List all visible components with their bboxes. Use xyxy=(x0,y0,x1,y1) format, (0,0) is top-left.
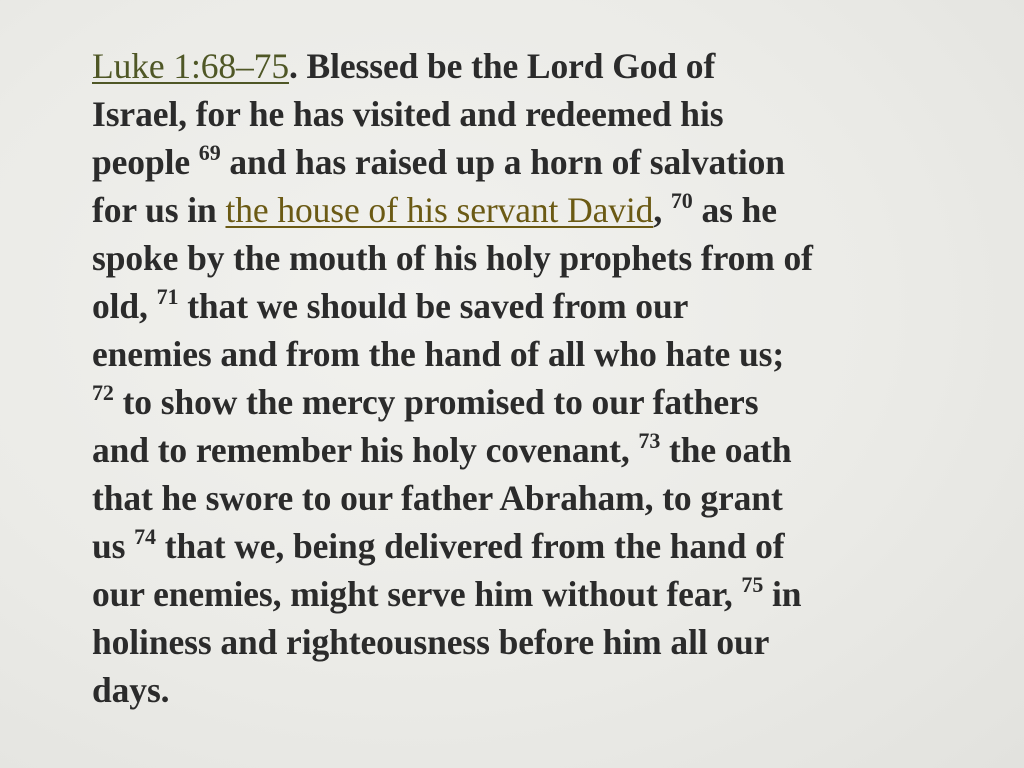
passage-line-3 xyxy=(92,138,942,186)
passage-text: and to remember his holy covenant, xyxy=(92,430,639,470)
passage-text: to show the mercy promised to our fathers xyxy=(113,382,759,422)
passage-text: . Blessed be the Lord God of xyxy=(288,46,716,86)
verse-number-75: 75 xyxy=(741,572,764,597)
passage-text: that we, being delivered from the hand of xyxy=(155,526,785,566)
passage-text: our enemies, might serve him without fear, xyxy=(92,574,742,614)
passage-text: old, xyxy=(92,286,157,326)
verse-number-72: 72 xyxy=(92,380,114,405)
passage-line-7 xyxy=(92,330,942,378)
verse-number-74: 74 xyxy=(134,524,156,549)
passage-line-14 xyxy=(92,666,942,714)
verse-number-69: 69 xyxy=(198,140,221,165)
passage-line-13 xyxy=(92,618,942,666)
passage-line-10 xyxy=(92,474,942,522)
passage-text: , xyxy=(653,190,671,230)
passage-line-12 xyxy=(92,570,942,618)
passage-line-1 xyxy=(92,42,942,90)
passage-line-2 xyxy=(92,90,942,138)
passage-line-9 xyxy=(92,426,942,474)
passage-line-6 xyxy=(92,282,942,330)
passage-text: enemies and from the hand of all who hate us; xyxy=(92,334,785,374)
verse-number-71: 71 xyxy=(156,284,179,309)
passage-text: us xyxy=(92,526,135,566)
passage-line-8 xyxy=(92,378,942,426)
passage-text: days. xyxy=(92,670,170,710)
passage-text: people xyxy=(92,142,199,182)
passage-text: Israel, for he has visited and redeemed his xyxy=(92,94,724,134)
verse-number-73: 73 xyxy=(638,428,661,453)
house-of-david-link[interactable]: the house of his servant David xyxy=(225,190,654,230)
scripture-reference-link[interactable]: Luke 1:68–75 xyxy=(92,46,289,86)
passage-text: for us in xyxy=(92,190,226,230)
passage-text: holiness and righteousness before him all our xyxy=(92,622,770,662)
passage-text: and has raised up a horn of salvation xyxy=(220,142,785,182)
passage-text: in xyxy=(763,574,802,614)
passage-text: the oath xyxy=(660,430,792,470)
passage-line-11 xyxy=(92,522,942,570)
passage-line-5 xyxy=(92,234,942,282)
passage-text: as he xyxy=(692,190,777,230)
passage-text: that we should be saved from our xyxy=(178,286,689,326)
passage-line-4 xyxy=(92,186,942,234)
verse-number-70: 70 xyxy=(670,188,693,213)
scripture-passage xyxy=(92,42,942,714)
passage-text: spoke by the mouth of his holy prophets from of xyxy=(92,238,813,278)
passage-text: that he swore to our father Abraham, to grant xyxy=(92,478,783,518)
